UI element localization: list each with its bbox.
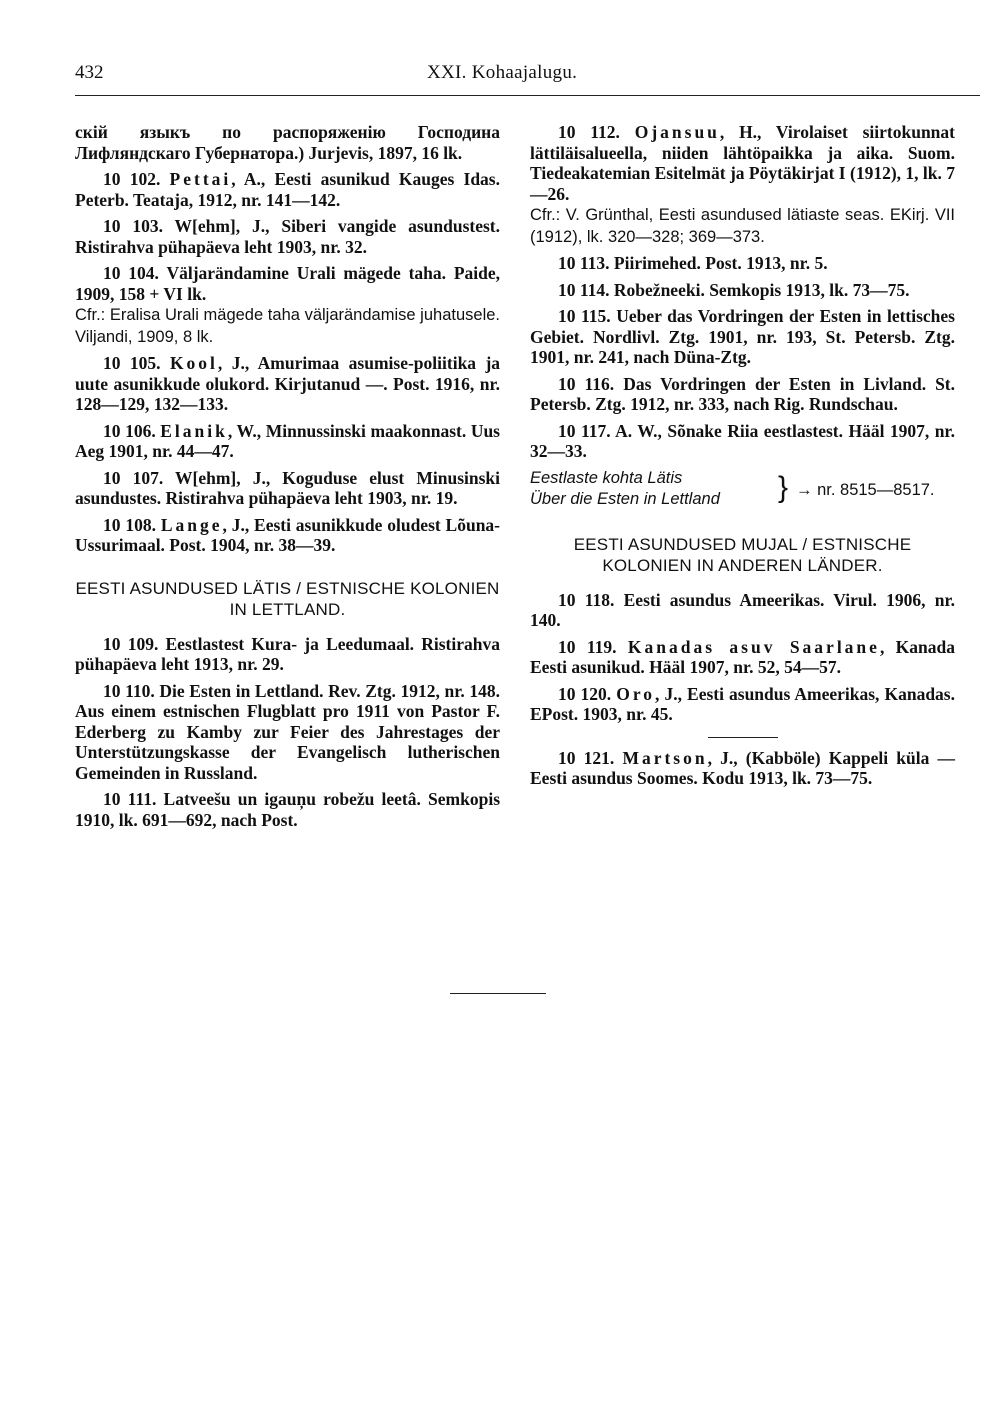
entry-author: Kool [169, 353, 218, 373]
entry-number: 10 102. [103, 169, 161, 189]
entry-author: Pettai [169, 169, 232, 189]
entry-number: 10 110. [103, 680, 155, 701]
entry-10106 [75, 421, 500, 462]
entry-10112 [530, 122, 955, 247]
entry-text: , W., Minnussinski maakonnast. Uus Aeg 1901, nr. 44—47. [75, 420, 500, 461]
entry-number: 10 107. [103, 467, 164, 488]
entry-10107 [75, 468, 500, 509]
entry-text: Piirimehed. Post. 1913, nr. 5. [613, 253, 828, 273]
entry-author: Oro [616, 683, 656, 704]
entry-10116 [530, 374, 955, 415]
entry-author: Kanadas asuv Saarlane [627, 636, 880, 657]
entry-author: W[ehm] [174, 216, 236, 236]
page-header [75, 62, 980, 98]
entry-10110 [75, 681, 500, 784]
entry-10114 [530, 280, 955, 301]
running-head: XXI. Kohaajalugu. [427, 62, 578, 83]
entry-number: 10 116. [558, 373, 615, 394]
entry-continuation: скій языкъ по распоряженію Господина Лифляндскаго Губернатора.) Jurjevis, 1897, 16 lk. [75, 122, 500, 163]
entry-number: 10 112. [558, 122, 620, 142]
cross-reference [530, 468, 955, 512]
entry-author: Lange [160, 514, 223, 535]
divider-rule [708, 737, 778, 738]
entry-number: 10 118. [558, 589, 615, 610]
entry-number: 10 108. [103, 514, 156, 535]
entry-text: , J., Siberi vangide asundustest. Ristirahva pühapäeva leht 1903, nr. 32. [75, 216, 501, 257]
cross-reference-target: → nr. 8515—8517. [796, 480, 935, 499]
entry-number: 10 114. [558, 279, 610, 300]
end-rule [450, 993, 546, 994]
entry-number: 10 105. [103, 353, 161, 373]
entry-text: Eesti asundus Ameerikas. Virul. 1906, nr. 140. [530, 589, 955, 630]
entry-text: , J., (Kabböle) Kappeli küla — Eesti asundus Soomes. Kodu 1913, lk. 73—75. [530, 747, 955, 788]
entry-10120 [530, 684, 955, 725]
entry-author: Ojansuu [634, 122, 720, 142]
entry-number: 10 103. [103, 216, 163, 236]
entry-10111 [75, 789, 500, 830]
entry-author: Elanik [160, 420, 228, 441]
entry-10119 [530, 637, 955, 678]
entry-10115 [530, 306, 955, 368]
entry-number: 10 109. [103, 633, 159, 654]
left-column [75, 122, 500, 836]
entry-text: A. W., Sõnake Riia eestlastest. Hääl 1907, nr. 32—33. [530, 420, 955, 461]
brace-glyph: } [778, 470, 789, 504]
right-column [530, 122, 955, 795]
cross-reference-line-2: Über die Esten in Lettland [530, 489, 720, 508]
entry-number: 10 111. [103, 789, 157, 809]
entry-cfr: Cfr.: V. Grünthal, Eesti asundused lätiaste seas. EKirj. VII (1912), lk. 320—328; 369—373. [530, 206, 955, 246]
entry-text: Robežneeki. Semkopis 1913, lk. 73—75. [613, 279, 910, 300]
entry-text: Ueber das Vordringen der Esten in lettisches Gebiet. Nordlivl. Ztg. 1901, nr. 193, St. Petersb. Ztg. 1901, nr. 241, nach Düna-Ztg. [530, 306, 955, 367]
entry-text: , J., Amurimaa asumise-poliitika ja uute asunikkude olukord. Kirjutanud —. Post. 1916, nr. 128—129, 132—133. [75, 353, 501, 414]
page-number: 432 [75, 62, 104, 83]
entry-number: 10 117. [558, 420, 611, 441]
entry-text: Latveešu un igauņu robežu leetâ. Semkopis 1910, lk. 691—692, nach Post. [75, 789, 501, 830]
entry-author: W[ehm] [175, 467, 237, 488]
entry-10121 [530, 748, 955, 789]
entry-text: , J., Koguduse elust Minusinski asundustes. Ristirahva pühapäeva leht 1903, nr. 19. [75, 467, 501, 508]
entry-10113 [530, 253, 955, 274]
entry-text: Väljarändamine Urali mägede taha. Paide, 1909, 158 + VI lk. [75, 263, 501, 304]
cross-reference-line-1: Eestlaste kohta Lätis [530, 468, 683, 487]
entry-text: , H., Virolaiset siirtokunnat lättiläisalueella, niiden lähtöpaikka ja aika. Suom. Tiedeakatemian Esitelmät ja Pöytäkirjat I (1912), 1, lk. 7—26. [530, 122, 955, 204]
entry-text: Eestlastest Kura- ja Leedumaal. Ristirahva pühapäeva leht 1913, nr. 29. [75, 633, 500, 674]
entry-text: Die Esten in Lettland. Rev. Ztg. 1912, nr. 148. Aus einem estnischen Flugblatt pro 1911 von Pastor F. Ederberg zu Kamby zur Feier des Jahrestages der Unterstützungskasse der Evangelisch lutherischen Gemeinden in Russland. [75, 680, 500, 783]
entry-number: 10 113. [558, 253, 610, 273]
entry-10104 [75, 263, 500, 347]
entry-10109 [75, 634, 500, 675]
entry-number: 10 120. [558, 683, 612, 704]
entry-author: Martson [622, 747, 708, 768]
entry-cfr: Cfr.: Eralisa Urali mägede taha väljarändamise juhatusele. Viljandi, 1909, 8 lk. [75, 306, 500, 346]
entry-10103 [75, 216, 500, 257]
entry-text: , A., Eesti asunikud Kauges Idas. Peterb. Teataja, 1912, nr. 141—142. [75, 169, 500, 210]
header-rule [75, 95, 980, 96]
entry-10118 [530, 590, 955, 631]
entry-10102 [75, 169, 500, 210]
entry-number: 10 121. [558, 747, 615, 768]
entry-text: , Kanada Eesti asunikud. Hääl 1907, nr. 52, 54—57. [530, 636, 956, 677]
entry-10105 [75, 353, 500, 415]
entry-text: , J., Eesti asunikkude oludest Lõuna-Ussurimaal. Post. 1904, nr. 38—39. [75, 514, 501, 555]
entry-10108 [75, 515, 500, 556]
entry-10117 [530, 421, 955, 462]
entry-number: 10 115. [558, 306, 611, 326]
entry-number: 10 106. [103, 420, 156, 441]
entry-text: , J., Eesti asundus Ameerikas, Kanadas. EPost. 1903, nr. 45. [530, 683, 955, 724]
section-heading-latis: EESTI ASUNDUSED LÄTIS / ESTNISCHE KOLONIEN IN LETTLAND. [75, 578, 500, 619]
entry-text: Das Vordringen der Esten in Livland. St. Petersb. Ztg. 1912, nr. 333, nach Rig. Rundschau. [530, 373, 956, 414]
entry-number: 10 119. [558, 636, 617, 657]
section-heading-mujal: EESTI ASUNDUSED MUJAL / ESTNISCHE KOLONIEN IN ANDEREN LÄNDER. [573, 534, 912, 575]
entry-number: 10 104. [103, 263, 159, 283]
